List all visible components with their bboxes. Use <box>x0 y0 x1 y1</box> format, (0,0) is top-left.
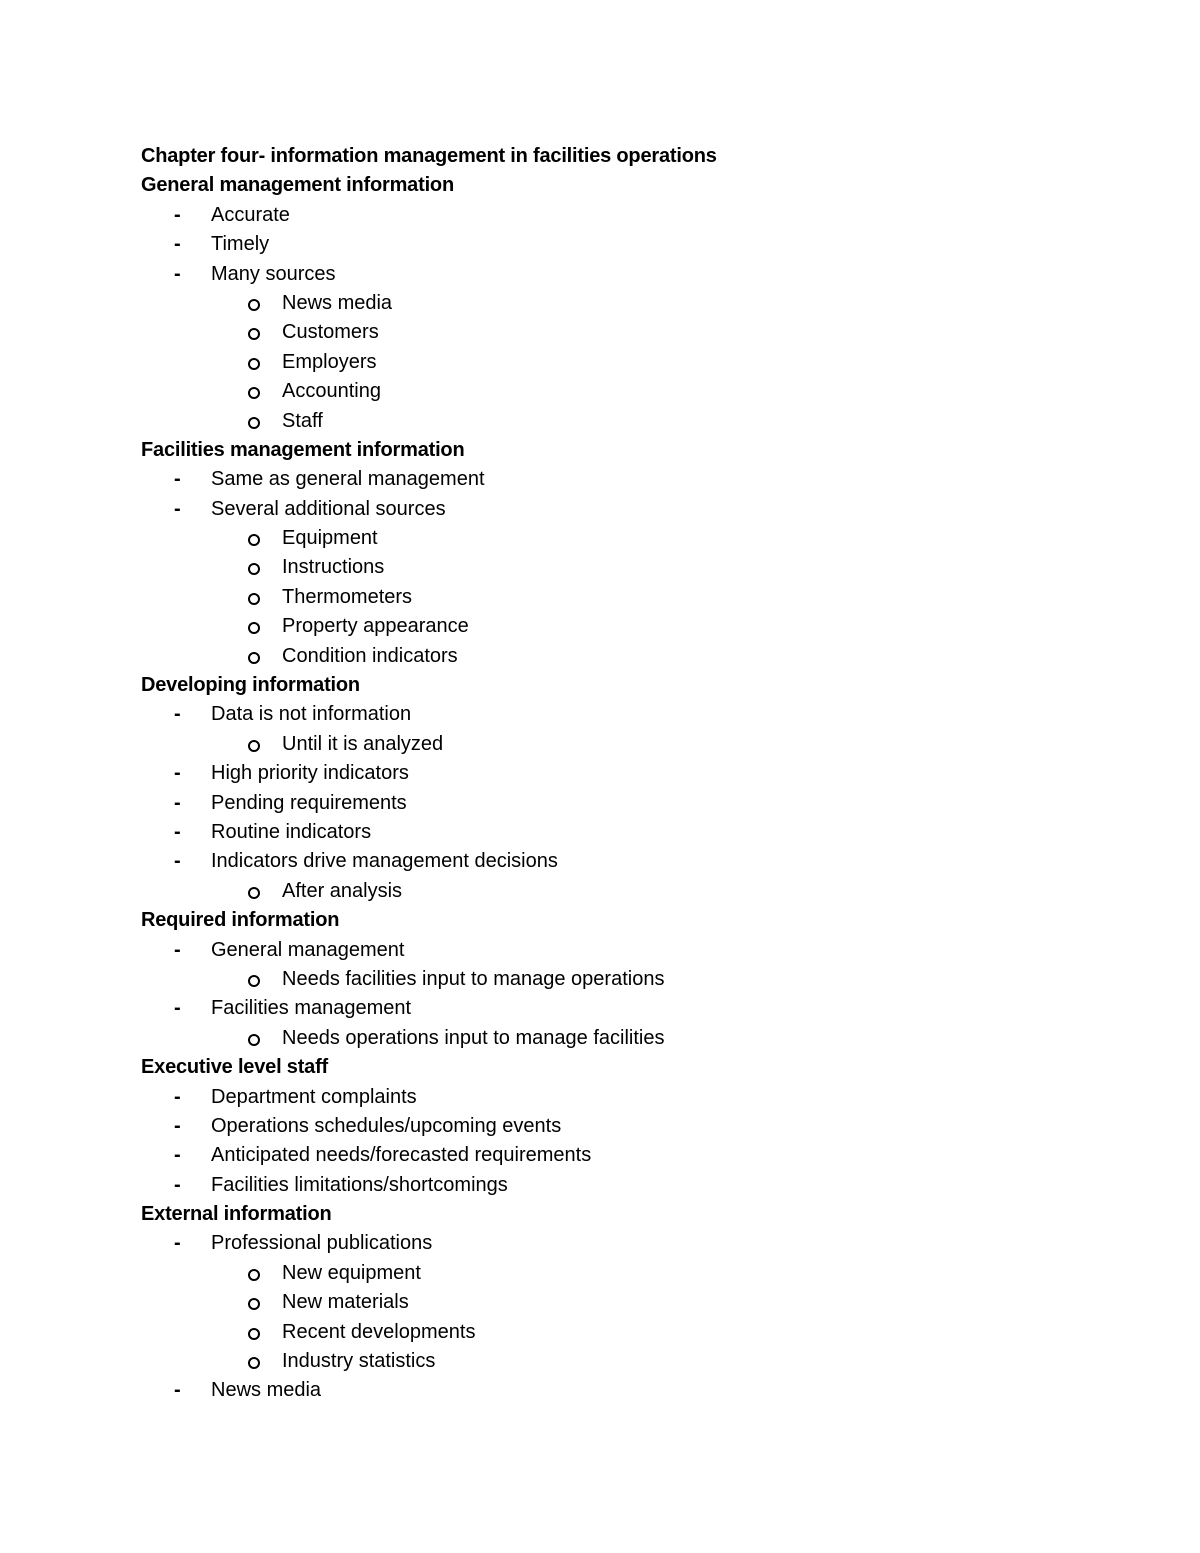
sub-list-item-text: Property appearance <box>282 615 469 638</box>
list-item <box>141 260 1121 289</box>
list-item <box>141 847 1121 876</box>
list-item <box>141 201 1121 230</box>
list-item-text: General management <box>211 938 405 961</box>
dash-bullet: - <box>174 1173 181 1196</box>
sub-list-item <box>141 965 1121 994</box>
list-item <box>141 789 1121 818</box>
sub-list-item-text: Recent developments <box>282 1320 476 1343</box>
list-item <box>141 1141 1121 1170</box>
hollow-circle-bullet-icon <box>248 652 260 664</box>
list-item-text: News media <box>211 1379 322 1402</box>
list-item <box>141 1376 1121 1405</box>
list-item <box>141 1083 1121 1112</box>
list-item <box>141 818 1121 847</box>
sub-list-item <box>141 348 1121 377</box>
list-item-text: Same as general management <box>211 468 485 491</box>
document-body <box>141 142 1121 1406</box>
hollow-circle-bullet-icon <box>248 1034 260 1046</box>
hollow-circle-bullet-icon <box>248 1298 260 1310</box>
list-item-text: Data is not information <box>211 703 412 726</box>
list-item <box>141 230 1121 259</box>
sub-list-item <box>141 377 1121 406</box>
sub-list-item-text: Condition indicators <box>282 644 458 667</box>
list-item-text: Facilities management <box>211 997 412 1020</box>
dash-bullet: - <box>174 1144 181 1167</box>
list-item <box>141 1229 1121 1258</box>
hollow-circle-bullet-icon <box>248 1357 260 1369</box>
list-item-text: Pending requirements <box>211 791 407 814</box>
list-item-text: Professional publications <box>211 1232 433 1255</box>
sub-list-item-text: News media <box>282 291 393 314</box>
hollow-circle-bullet-icon <box>248 299 260 311</box>
sub-list-item-text: Staff <box>282 409 323 432</box>
list-item-text: High priority indicators <box>211 762 409 785</box>
list-item <box>141 759 1121 788</box>
sub-list-item <box>141 1024 1121 1053</box>
sub-list-item-text: After analysis <box>282 879 403 902</box>
section-heading: External information <box>141 1203 332 1226</box>
hollow-circle-bullet-icon <box>248 887 260 899</box>
dash-bullet: - <box>174 1379 181 1402</box>
list-item-text: Facilities limitations/shortcomings <box>211 1173 508 1196</box>
sub-list-item-text: Needs operations input to manage facilities <box>282 1026 665 1049</box>
sub-list-item <box>141 1347 1121 1376</box>
sub-list-item <box>141 612 1121 641</box>
list-item-text: Operations schedules/upcoming events <box>211 1114 562 1137</box>
hollow-circle-bullet-icon <box>248 1328 260 1340</box>
hollow-circle-bullet-icon <box>248 328 260 340</box>
section-heading: General management information <box>141 174 454 197</box>
sub-list-item-text: Industry statistics <box>282 1350 436 1373</box>
sub-list-item <box>141 1318 1121 1347</box>
document-title: Chapter four- information management in facilities operations <box>141 145 717 167</box>
list-item <box>141 994 1121 1023</box>
sub-list-item <box>141 583 1121 612</box>
dash-bullet: - <box>174 850 181 873</box>
section-heading: Executive level staff <box>141 1056 329 1079</box>
hollow-circle-bullet-icon <box>248 975 260 987</box>
hollow-circle-bullet-icon <box>248 593 260 605</box>
dash-bullet: - <box>174 262 181 285</box>
sub-list-item-text: Until it is analyzed <box>282 732 444 755</box>
sub-list-item <box>141 553 1121 582</box>
section-heading: Required information <box>141 909 340 932</box>
hollow-circle-bullet-icon <box>248 387 260 399</box>
dash-bullet: - <box>174 1085 181 1108</box>
list-item <box>141 1171 1121 1200</box>
sub-list-item <box>141 730 1121 759</box>
list-item <box>141 700 1121 729</box>
list-item <box>141 495 1121 524</box>
list-item <box>141 465 1121 494</box>
dash-bullet: - <box>174 1232 181 1255</box>
list-item-text: Many sources <box>211 262 336 285</box>
list-item <box>141 1112 1121 1141</box>
sub-list-item-text: Instructions <box>282 556 385 579</box>
hollow-circle-bullet-icon <box>248 563 260 575</box>
sub-list-item-text: Thermometers <box>282 585 413 608</box>
hollow-circle-bullet-icon <box>248 622 260 634</box>
sub-list-item <box>141 524 1121 553</box>
dash-bullet: - <box>174 791 181 814</box>
dash-bullet: - <box>174 468 181 491</box>
list-item-text: Accurate <box>211 203 290 226</box>
dash-bullet: - <box>174 938 181 961</box>
dash-bullet: - <box>174 497 181 520</box>
sub-list-item-text: Customers <box>282 321 379 344</box>
sub-list-item <box>141 1288 1121 1317</box>
list-item-text: Several additional sources <box>211 497 446 520</box>
sub-list-item-text: Needs facilities input to manage operations <box>282 967 665 990</box>
list-item <box>141 936 1121 965</box>
list-item-text: Anticipated needs/forecasted requirements <box>211 1144 592 1167</box>
section-heading: Facilities management information <box>141 438 465 461</box>
sub-list-item <box>141 318 1121 347</box>
dash-bullet: - <box>174 762 181 785</box>
hollow-circle-bullet-icon <box>248 1269 260 1281</box>
list-item-text: Department complaints <box>211 1085 417 1108</box>
sub-list-item-text: New equipment <box>282 1261 421 1284</box>
sub-list-item <box>141 877 1121 906</box>
hollow-circle-bullet-icon <box>248 534 260 546</box>
hollow-circle-bullet-icon <box>248 358 260 370</box>
section-heading: Developing information <box>141 674 360 697</box>
sub-list-item <box>141 642 1121 671</box>
hollow-circle-bullet-icon <box>248 740 260 752</box>
dash-bullet: - <box>174 1114 181 1137</box>
dash-bullet: - <box>174 820 181 843</box>
dash-bullet: - <box>174 233 181 256</box>
sub-list-item-text: New materials <box>282 1291 409 1314</box>
list-item-text: Indicators drive management decisions <box>211 850 558 873</box>
sub-list-item-text: Equipment <box>282 527 378 550</box>
sub-list-item <box>141 1259 1121 1288</box>
dash-bullet: - <box>174 203 181 226</box>
list-item-text: Routine indicators <box>211 820 372 843</box>
dash-bullet: - <box>174 703 181 726</box>
sub-list-item-text: Accounting <box>282 380 381 403</box>
dash-bullet: - <box>174 997 181 1020</box>
sub-list-item-text: Employers <box>282 350 377 373</box>
hollow-circle-bullet-icon <box>248 417 260 429</box>
list-item-text: Timely <box>211 233 270 256</box>
sub-list-item <box>141 407 1121 436</box>
sub-list-item <box>141 289 1121 318</box>
